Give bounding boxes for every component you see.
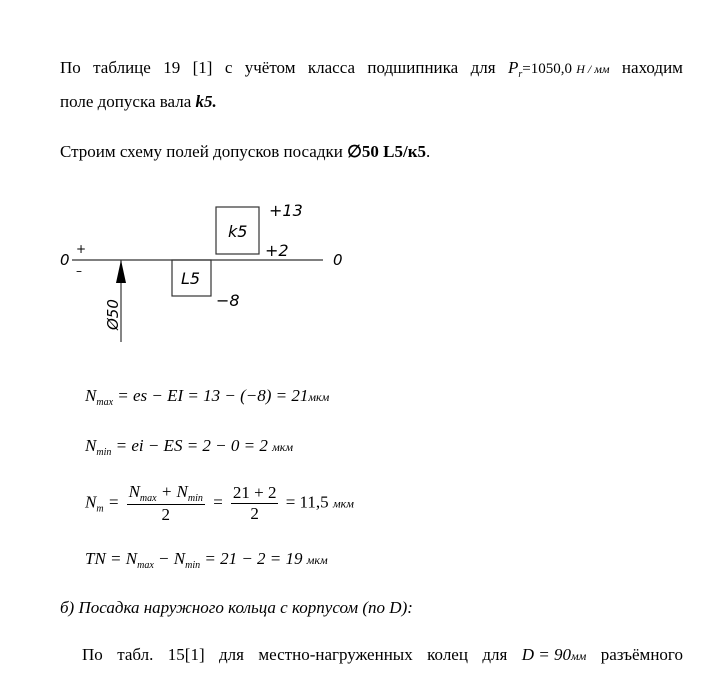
word: с: [224, 58, 233, 77]
text: Строим схему полей допусков посадки: [60, 142, 348, 161]
word: 15[1]: [167, 645, 205, 664]
EI-label: −8: [216, 291, 240, 310]
ei-label: +2: [265, 241, 289, 260]
text: поле допуска вала: [60, 92, 196, 111]
formula-nmin: $N_{min}$ = ei − ES = 2 − 0 = 2 мкм: [85, 436, 294, 458]
last-line: [82, 645, 683, 665]
diameter-label: Ø50: [104, 299, 122, 330]
formula-nm: $N_m$ = $\frac{N_{max} + N_{min}}{2}$ = $\frac{21 + 2}{2}$ = 11,5 мкм: [85, 482, 354, 524]
load-formula: $P_r=1050,0$ Н / мм: [507, 58, 610, 80]
word: для: [482, 645, 508, 664]
es-label: +13: [269, 201, 303, 220]
word: учётом: [244, 58, 296, 77]
word: 19: [163, 58, 181, 77]
word: колец: [427, 645, 468, 664]
formula-tn: TN = $N_{max} - N_{min} = 21 - 2 = 19$ мкм: [85, 549, 328, 571]
diameter-formula: D = 90мм: [521, 645, 587, 664]
paragraph-1-line-1: [60, 58, 683, 80]
arrow-icon: [116, 260, 126, 283]
word: местно-нагруженных: [258, 645, 413, 664]
section-b-heading: б) Посадка наружного кольца с корпусом (по D):: [60, 598, 413, 617]
word: табл.: [117, 645, 154, 664]
word: для: [470, 58, 496, 77]
word: [1]: [192, 58, 213, 77]
zero-label-right: 0: [333, 251, 343, 269]
l5-label: L5: [181, 269, 201, 288]
fit-field: k5.: [195, 92, 217, 111]
plus-sign: +: [76, 242, 87, 256]
word: класса: [307, 58, 356, 77]
zero-label-left: 0: [60, 251, 70, 269]
word: По: [60, 58, 81, 77]
word: подшипника: [367, 58, 459, 77]
word: таблице: [93, 58, 151, 77]
paragraph-2: [60, 142, 430, 162]
word: находим: [621, 58, 683, 77]
k5-label: k5: [228, 222, 248, 241]
text: .: [426, 142, 431, 161]
tolerance-diagram: [0, 190, 380, 350]
word: для: [219, 645, 244, 664]
formula-nmax: $N_{max}$ = es − EI = 13 − (−8) = 21мкм: [85, 386, 330, 408]
word: По: [82, 645, 103, 664]
fit-designation: ∅50 L5/к5: [347, 142, 427, 161]
minus-sign: –: [76, 264, 82, 278]
word: разъёмного: [600, 645, 683, 664]
paragraph-1-line-2: [60, 92, 217, 112]
